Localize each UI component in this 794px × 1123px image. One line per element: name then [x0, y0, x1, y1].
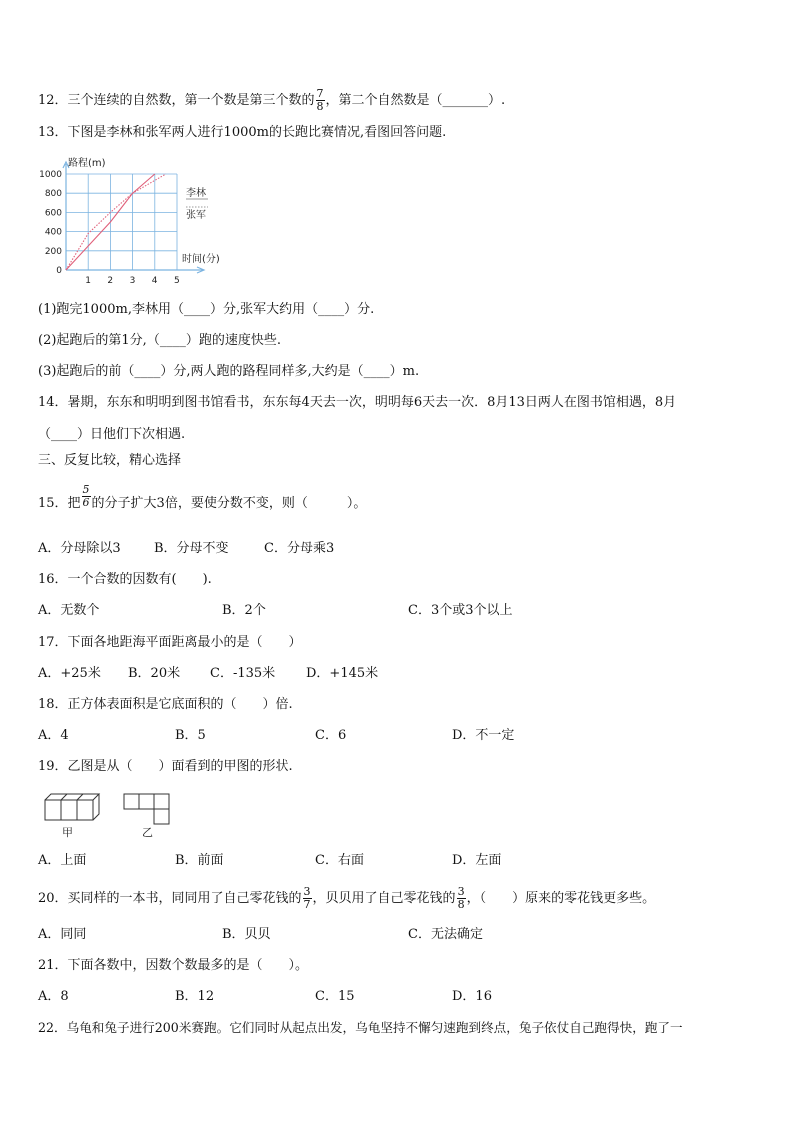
q18-option-d[interactable]: D．不一定	[452, 728, 515, 743]
question-12	[38, 88, 505, 113]
question-22-text: 22．乌龟和兔子进行200米赛跑。它们同时从起点出发，乌龟坚持不懈匀速跑到终点，兔子依仗自己跑得快，跑了一	[38, 1020, 683, 1035]
question-12-text: 12．三个连续的自然数，第一个数是第三个数的	[38, 93, 315, 108]
label-jia: 甲	[62, 826, 73, 839]
question-18-text: 18．正方体表面积是它底面积的（ ）倍.	[38, 697, 293, 712]
q17-option-d[interactable]: D．+145米	[306, 666, 379, 681]
y-tick-1000: 1000	[39, 170, 62, 180]
question-13-text: 13．下图是李林和张军两人进行1000m的长跑比赛情况,看图回答问题.	[38, 125, 447, 140]
q17-option-c[interactable]: C．-135米	[210, 666, 276, 681]
q15-option-b[interactable]: B．分母不变	[154, 541, 229, 556]
q19-option-a[interactable]: A．上面	[38, 853, 87, 868]
question-15-pre: 15．把	[38, 496, 81, 511]
question-20-pre: 20．买同样的一本书，同同用了自己零花钱的	[38, 891, 302, 906]
q20-option-c[interactable]: C．无法确定	[408, 927, 483, 942]
question-16-text: 16．一个合数的因数有( ).	[38, 572, 212, 587]
q20-option-b[interactable]: B．贝贝	[222, 927, 271, 942]
question-12-blank: ，第二个自然数是（_______）.	[325, 93, 506, 108]
fraction-three-eighths: $\frac{3}{8}$	[457, 885, 465, 911]
q18-option-c[interactable]: C．6	[315, 728, 347, 743]
q20-option-a[interactable]: A．同同	[38, 927, 87, 942]
y-tick-400: 400	[44, 227, 62, 238]
q21-option-a[interactable]: A．8	[38, 989, 69, 1004]
q16-option-c[interactable]: C．3个或3个以上	[408, 603, 513, 618]
chart-xlabel: 时间(分)	[182, 254, 220, 265]
legend-zhangjun: 张军	[186, 210, 206, 221]
q21-option-b[interactable]: B．12	[175, 989, 215, 1004]
label-yi: 乙	[142, 826, 153, 839]
chart-series	[66, 174, 166, 270]
figure-yi-squares	[124, 794, 169, 824]
x-tick-5: 5	[174, 276, 180, 284]
y-tick-0: 0	[56, 266, 62, 276]
question-20	[38, 886, 655, 911]
y-tick-600: 600	[44, 208, 62, 219]
question-13-sub-3: (3)起跑后的前（____）分,两人跑的路程同样多,大约是（____）m.	[38, 364, 420, 379]
y-tick-200: 200	[44, 246, 62, 257]
q18-option-b[interactable]: B．5	[175, 728, 206, 743]
question-20-mid: ，贝贝用了自己零花钱的	[312, 891, 456, 906]
cube-figures	[42, 790, 182, 840]
question-19-text: 19．乙图是从（ ）面看到的甲图的形状.	[38, 759, 293, 774]
fraction-seven-eighths: $\frac{7}{8}$	[316, 87, 324, 113]
x-tick-3: 3	[129, 276, 136, 284]
x-tick-1: 1	[85, 276, 91, 284]
chart-grid	[66, 174, 177, 270]
chart-ticks	[39, 170, 180, 284]
question-13-sub-1: (1)跑完1000m,李林用（____）分,张军大约用（____）分.	[38, 302, 375, 317]
x-tick-2: 2	[107, 276, 114, 284]
q21-option-d[interactable]: D．16	[452, 989, 492, 1004]
question-14-line-1: 14．暑期，东东和明明到图书馆看书，东东每4天去一次，明明每6天去一次．8月13日两人在图书馆相遇，8月	[38, 395, 677, 410]
question-13-sub-2: (2)起跑后的第1分,（____）跑的速度快些.	[38, 333, 281, 348]
figure-jia-cubes	[45, 794, 99, 820]
question-14-line-2: （____）日他们下次相遇.	[38, 427, 186, 442]
legend-lilin: 李林	[186, 188, 206, 199]
y-tick-800: 800	[44, 189, 62, 200]
q17-option-b[interactable]: B．20米	[128, 666, 181, 681]
fraction-five-sixths: $\frac{5}{6}$	[82, 483, 90, 509]
chart-ylabel: 路程(m)	[68, 158, 106, 169]
q16-option-a[interactable]: A．无数个	[38, 603, 100, 618]
section-3-heading: 三、反复比较，精心选择	[38, 453, 182, 468]
question-20-post: ，（ ）原来的零花钱更多些。	[466, 891, 656, 906]
q19-option-d[interactable]: D．左面	[452, 853, 502, 868]
fraction-three-sevenths: $\frac{3}{7}$	[303, 885, 311, 911]
q15-option-a[interactable]: A．分母除以3	[38, 541, 121, 556]
series-line-zhangjun	[66, 174, 166, 270]
question-17-text: 17．下面各地距海平面距离最小的是（ ）	[38, 635, 302, 650]
q17-option-a[interactable]: A．+25米	[38, 666, 101, 681]
q19-option-c[interactable]: C．右面	[315, 853, 364, 868]
q16-option-b[interactable]: B．2个	[222, 603, 266, 618]
question-15	[38, 484, 366, 513]
q21-option-c[interactable]: C．15	[315, 989, 355, 1004]
x-tick-4: 4	[151, 276, 158, 284]
question-15-post: 的分子扩大3倍，要使分数不变，则（ ）。	[91, 496, 367, 511]
race-line-chart	[36, 152, 236, 284]
q18-option-a[interactable]: A．4	[38, 728, 69, 743]
question-21-text: 21．下面各数中，因数个数最多的是（ ）。	[38, 958, 309, 973]
q15-option-c[interactable]: C．分母乘3	[264, 541, 335, 556]
q19-option-b[interactable]: B．前面	[175, 853, 224, 868]
